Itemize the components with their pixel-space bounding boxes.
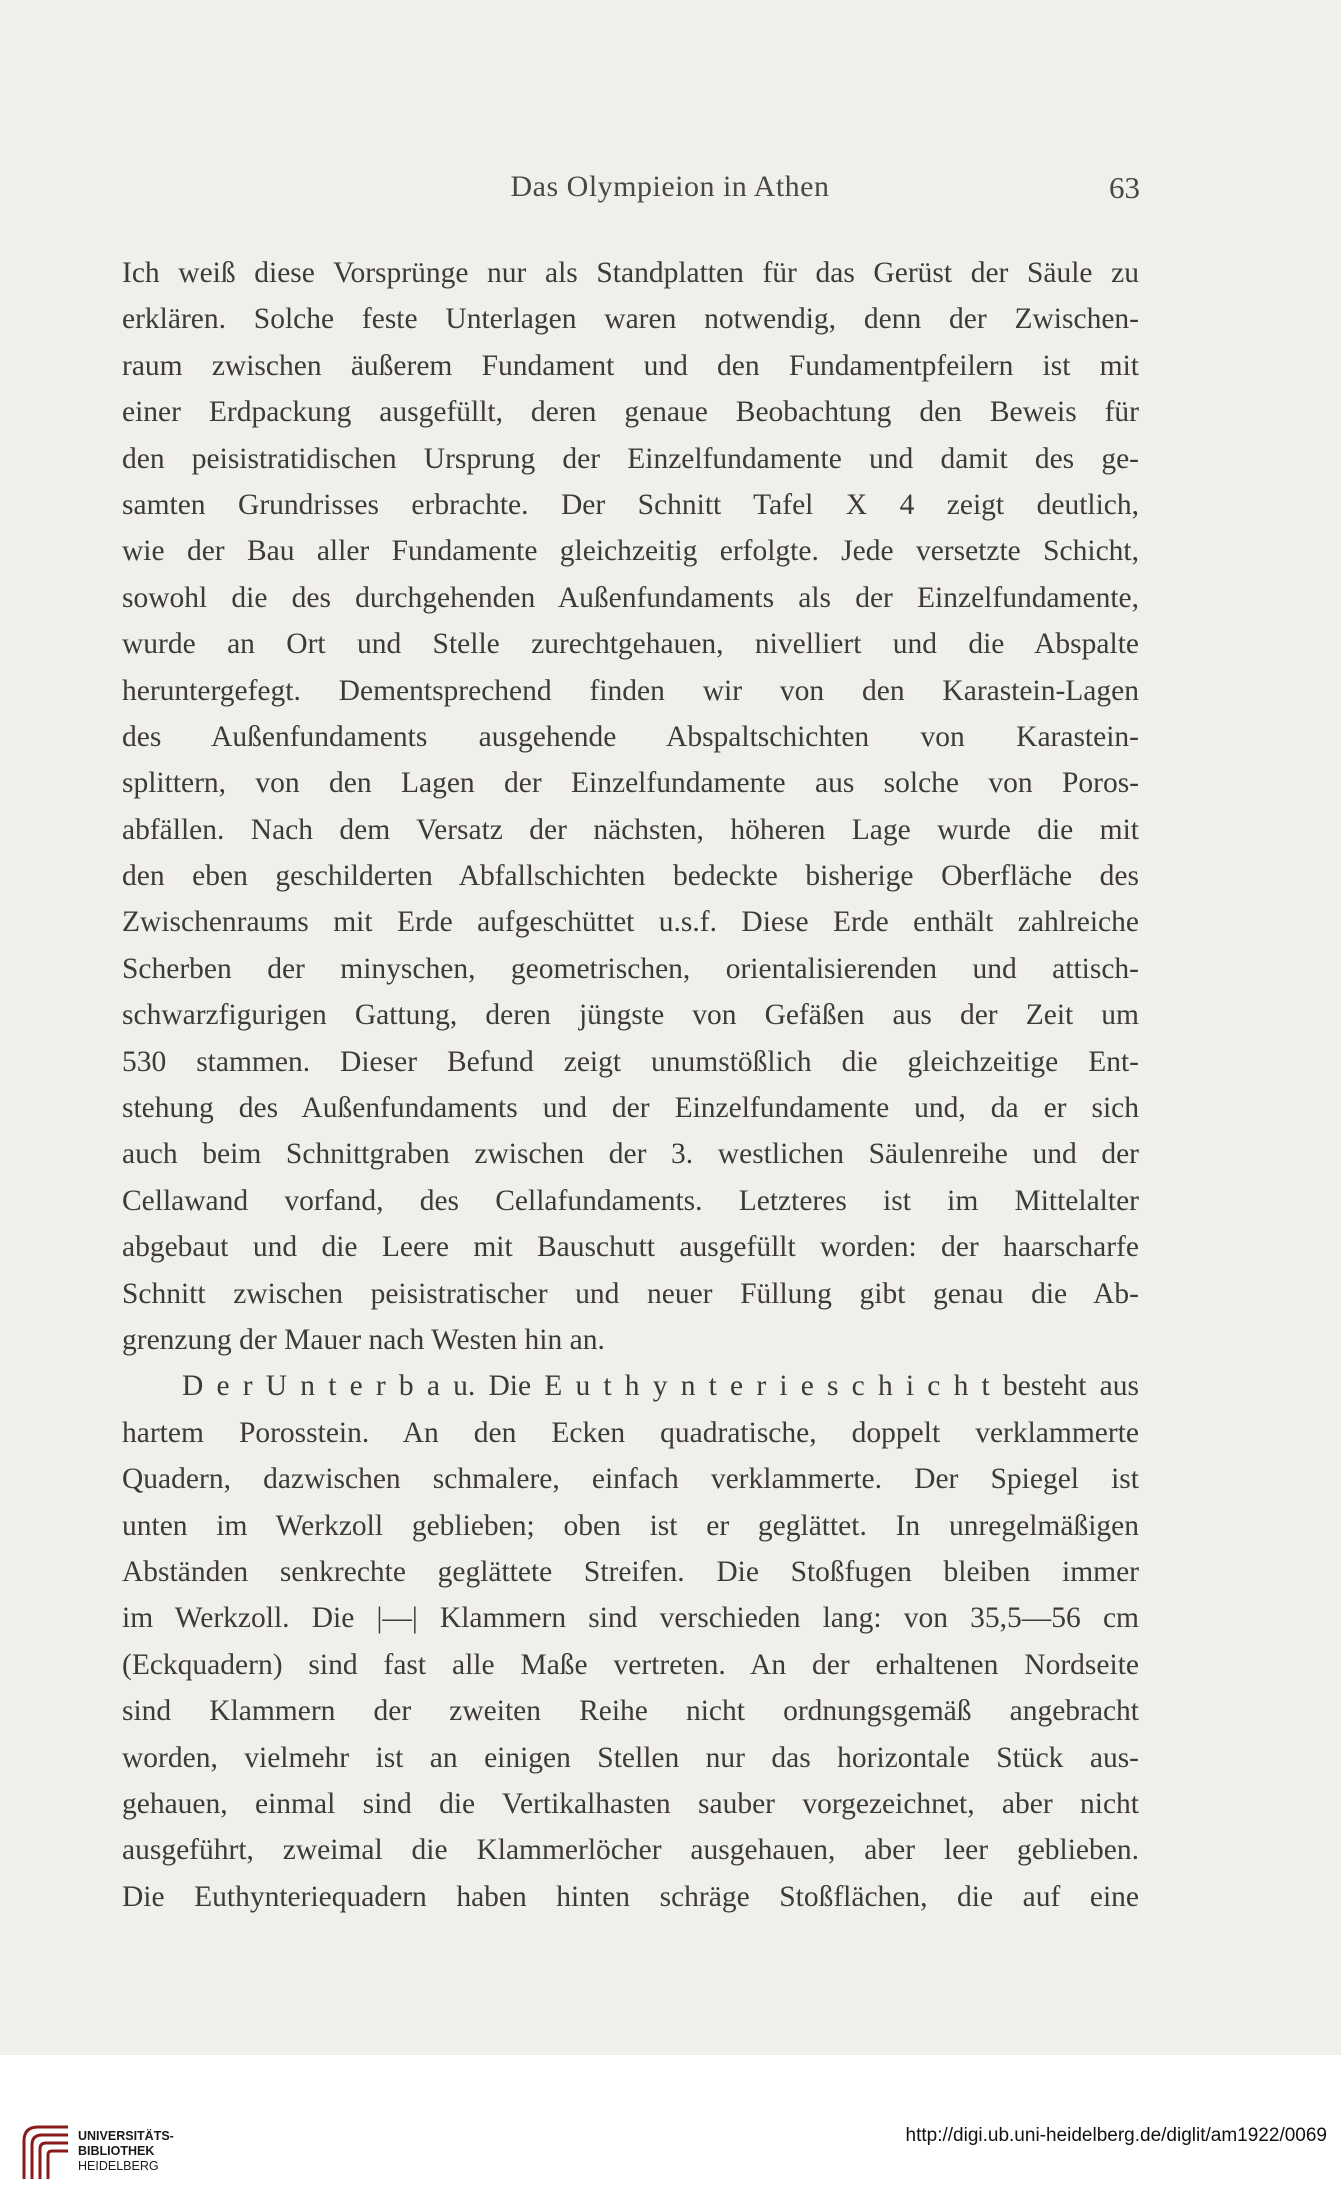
library-name: [78, 2129, 174, 2174]
text-line: Cellawand vorfand, des Cellafundaments. Letzteres ist im Mittelalter: [122, 1184, 1139, 1217]
text-line: hartem Porosstein. An den Ecken quadratische, doppelt verklammerte: [122, 1416, 1139, 1449]
page-number: 63: [1109, 170, 1140, 205]
text-line: Scherben der minyschen, geometrischen, orientalisierenden und attisch-: [122, 952, 1139, 985]
text-line: Zwischenraums mit Erde aufgeschüttet u.s.f. Diese Erde enthält zahlreiche: [122, 906, 1139, 939]
text-line: auch beim Schnittgraben zwischen der 3. westlichen Säulenreihe und der: [122, 1138, 1139, 1171]
text-line: sind Klammern der zweiten Reihe nicht ordnungsgemäß angebracht: [122, 1695, 1139, 1728]
body-text: [122, 250, 1139, 1920]
text-line: abfällen. Nach dem Versatz der nächsten, höheren Lage wurde die mit: [122, 813, 1139, 846]
text-line: des Außenfundaments ausgehende Abspaltschichten von Karastein-: [122, 720, 1139, 753]
text-line: sowohl die des durchgehenden Außenfundaments als der Einzelfundamente,: [122, 581, 1139, 614]
text-line: (Eckquadern) sind fast alle Maße vertreten. An der erhaltenen Nordseite: [122, 1648, 1139, 1681]
text-line: ausgeführt, zweimal die Klammerlöcher ausgehauen, aber leer geblieben.: [122, 1834, 1139, 1867]
text-line: wie der Bau aller Fundamente gleichzeitig erfolgte. Jede versetzte Schicht,: [122, 535, 1139, 568]
text-line: Schnitt zwischen peisistratischer und neuer Füllung gibt genau die Ab-: [122, 1277, 1139, 1310]
text-line: gehauen, einmal sind die Vertikalhasten sauber vorgezeichnet, aber nicht: [122, 1787, 1139, 1820]
footer: [0, 2055, 1341, 2203]
text-line: Ich weiß diese Vorsprünge nur als Standplatten für das Gerüst der Säule zu: [122, 257, 1139, 289]
library-name-line: UNIVERSITÄTS-: [78, 2129, 174, 2143]
text-line: den peisistratidischen Ursprung der Einzelfundamente und damit des ge-: [122, 442, 1139, 475]
text-line: worden, vielmehr ist an einigen Stellen nur das horizontale Stück aus-: [122, 1741, 1139, 1774]
text-line: stehung des Außenfundaments und der Einzelfundamente und, da er sich: [122, 1092, 1139, 1125]
text-line: Abständen senkrechte geglättete Streifen. Die Stoßfugen bleiben immer: [122, 1555, 1139, 1588]
text-line: D e r U n t e r b a u. Die E u t h y n t e r i e s c h i c h t besteht aus: [182, 1370, 1139, 1403]
heidelberg-library-logo-icon: [16, 2119, 76, 2185]
text-line: unten im Werkzoll geblieben; oben ist er geglättet. In unregelmäßigen: [122, 1509, 1139, 1542]
text-line: 530 stammen. Dieser Befund zeigt unumstößlich die gleichzeitige Ent-: [122, 1045, 1139, 1078]
library-name-line: BIBLIOTHEK: [78, 2144, 155, 2158]
text-line: wurde an Ort und Stelle zurechtgehauen, nivelliert und die Abspalte: [122, 628, 1139, 661]
text-line: splittern, von den Lagen der Einzelfundamente aus solche von Poros-: [122, 767, 1139, 800]
running-title: Das Olympieion in Athen: [510, 170, 830, 203]
running-head: [0, 170, 1341, 216]
text-line: Die Euthynteriequadern haben hinten schräge Stoßflächen, die auf eine: [122, 1880, 1139, 1913]
text-line: den eben geschilderten Abfallschichten bedeckte bisherige Oberfläche des: [122, 860, 1139, 893]
text-line: raum zwischen äußerem Fundament und den Fundamentpfeilern ist mit: [122, 349, 1139, 382]
text-line: einer Erdpackung ausgefüllt, deren genaue Beobachtung den Beweis für: [122, 396, 1139, 429]
text-line: erklären. Solche feste Unterlagen waren notwendig, denn der Zwischen-: [122, 303, 1139, 336]
text-line: heruntergefegt. Dementsprechend finden wir von den Karastein-Lagen: [122, 674, 1139, 707]
text-line: Quadern, dazwischen schmalere, einfach verklammerte. Der Spiegel ist: [122, 1463, 1139, 1496]
text-line: schwarzfigurigen Gattung, deren jüngste von Gefäßen aus der Zeit um: [122, 999, 1139, 1032]
text-line: samten Grundrisses erbrachte. Der Schnitt Tafel X 4 zeigt deutlich,: [122, 488, 1139, 521]
text-line: grenzung der Mauer nach Westen hin an.: [122, 1323, 605, 1356]
source-url[interactable]: http://digi.ub.uni-heidelberg.de/diglit/am1922/0069: [905, 2125, 1327, 2146]
text-line: im Werkzoll. Die |—| Klammern sind verschieden lang: von 35,5—56 cm: [122, 1602, 1139, 1635]
text-line: abgebaut und die Leere mit Bauschutt ausgefüllt worden: der haarscharfe: [122, 1231, 1139, 1264]
library-name-line: HEIDELBERG: [78, 2159, 159, 2173]
